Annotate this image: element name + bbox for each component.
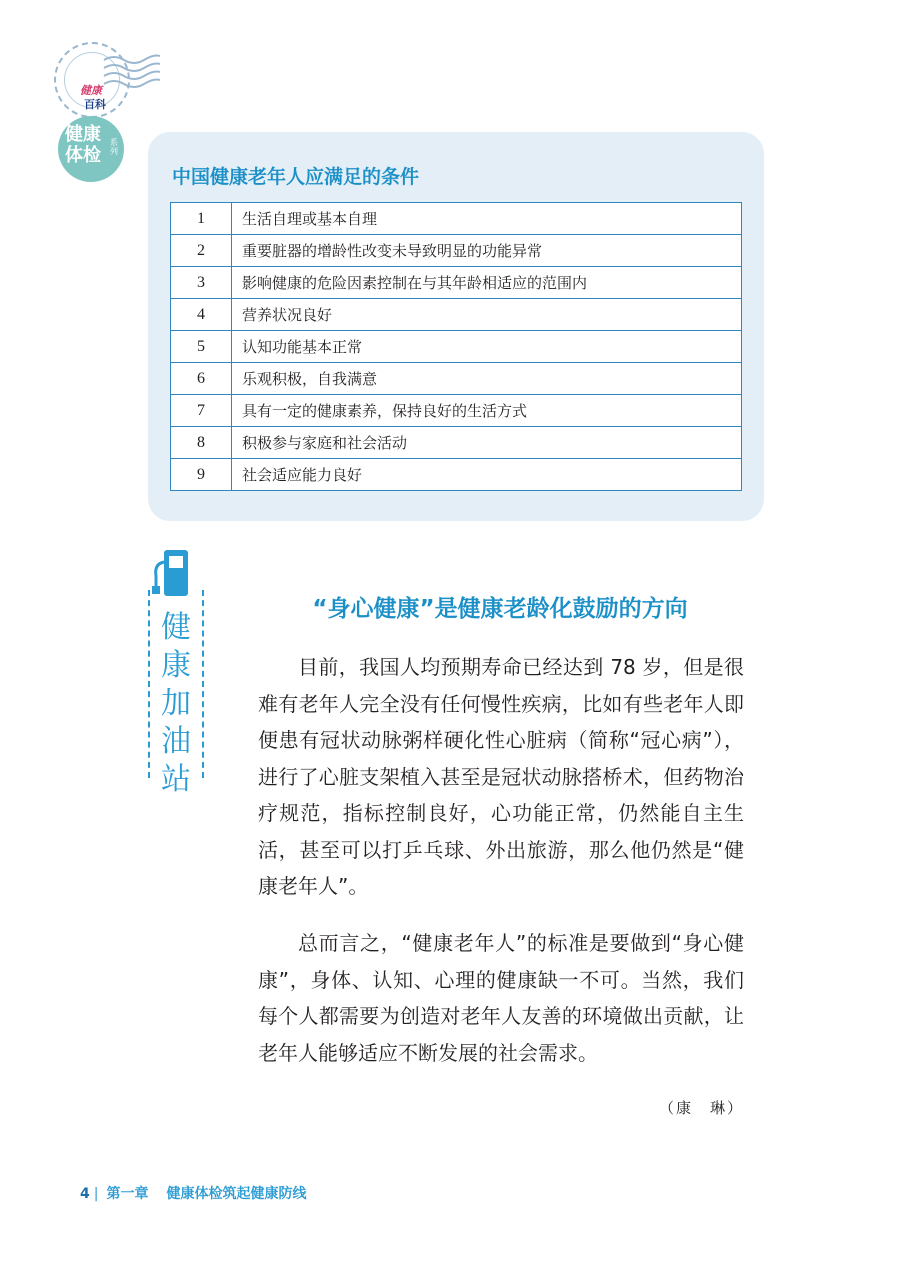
row-number: 1 (171, 203, 232, 235)
conditions-box (148, 132, 764, 521)
series-line-1: 健康 (65, 124, 101, 145)
brand-name: 健康 (80, 84, 102, 97)
conditions-title: 中国健康老年人应满足的条件 (172, 166, 420, 188)
row-number: 2 (171, 235, 232, 267)
table-row (171, 203, 742, 235)
badge-char: 加 (161, 686, 191, 721)
row-text: 认知功能基本正常 (232, 331, 742, 363)
table-row (171, 427, 742, 459)
row-text: 积极参与家庭和社会活动 (232, 427, 742, 459)
row-text: 社会适应能力良好 (232, 459, 742, 491)
author-credit: （康 琳） (658, 1099, 744, 1117)
row-text: 影响健康的危险因素控制在与其年龄相适应的范围内 (232, 267, 742, 299)
row-number: 7 (171, 395, 232, 427)
table-row (171, 267, 742, 299)
page-number: 4 (80, 1186, 90, 1202)
row-number: 3 (171, 267, 232, 299)
conditions-table (170, 202, 742, 491)
row-number: 9 (171, 459, 232, 491)
article-paragraph-1: 目前，我国人均预期寿命已经达到 78 岁，但是很难有老年人完全没有任何慢性疾病，比如有些老年人即便患有冠状动脉粥样硬化性心脏病（简称“冠心病”），进行了心脏支架植入甚至是冠状动脉搭桥术，但药物治疗规范，指标控制良好，心功能正常，仍然能自主生活，甚至可以打乒乓球、外出旅游，那么他仍然是“健康老年人”。 (258, 655, 744, 898)
table-row (171, 395, 742, 427)
series-line-2: 体检 (65, 145, 101, 166)
table-row (171, 459, 742, 491)
chapter-title: 健康体检筑起健康防线 (166, 1186, 307, 1202)
brand-subtitle: 百科 (84, 98, 106, 111)
row-text: 重要脏器的增龄性改变未导致明显的功能异常 (232, 235, 742, 267)
table-row (171, 235, 742, 267)
table-row (171, 331, 742, 363)
postmark-wave-icon (100, 46, 160, 106)
series-disc (58, 116, 124, 182)
refuel-station-badge (148, 590, 204, 797)
row-text: 生活自理或基本自理 (232, 203, 742, 235)
chapter-label: 第一章 (106, 1186, 149, 1202)
row-number: 6 (171, 363, 232, 395)
row-number: 8 (171, 427, 232, 459)
row-number: 5 (171, 331, 232, 363)
page-footer (80, 1183, 306, 1203)
table-row (171, 363, 742, 395)
badge-text (150, 608, 202, 798)
row-text: 具有一定的健康素养，保持良好的生活方式 (232, 395, 742, 427)
article-heading: “身心健康”是健康老龄化鼓励的方向 (312, 596, 688, 622)
badge-char: 站 (161, 762, 191, 797)
row-text: 乐观积极，自我满意 (232, 363, 742, 395)
series-tag: 系列 (110, 138, 118, 156)
row-number: 4 (171, 299, 232, 331)
table-row (171, 299, 742, 331)
footer-divider: | (93, 1186, 99, 1202)
row-text: 营养状况良好 (232, 299, 742, 331)
badge-char: 康 (161, 648, 191, 683)
badge-char: 健 (161, 610, 191, 645)
badge-char: 油 (161, 724, 191, 759)
series-logo (40, 34, 160, 174)
article-paragraph-2: 总而言之，“健康老年人”的标准是要做到“身心健康”，身体、认知、心理的健康缺一不可。当然，我们每个人都需要为创造对老年人友善的环境做出贡献，让老年人能够适应不断发展的社会需求。 (258, 931, 744, 1065)
